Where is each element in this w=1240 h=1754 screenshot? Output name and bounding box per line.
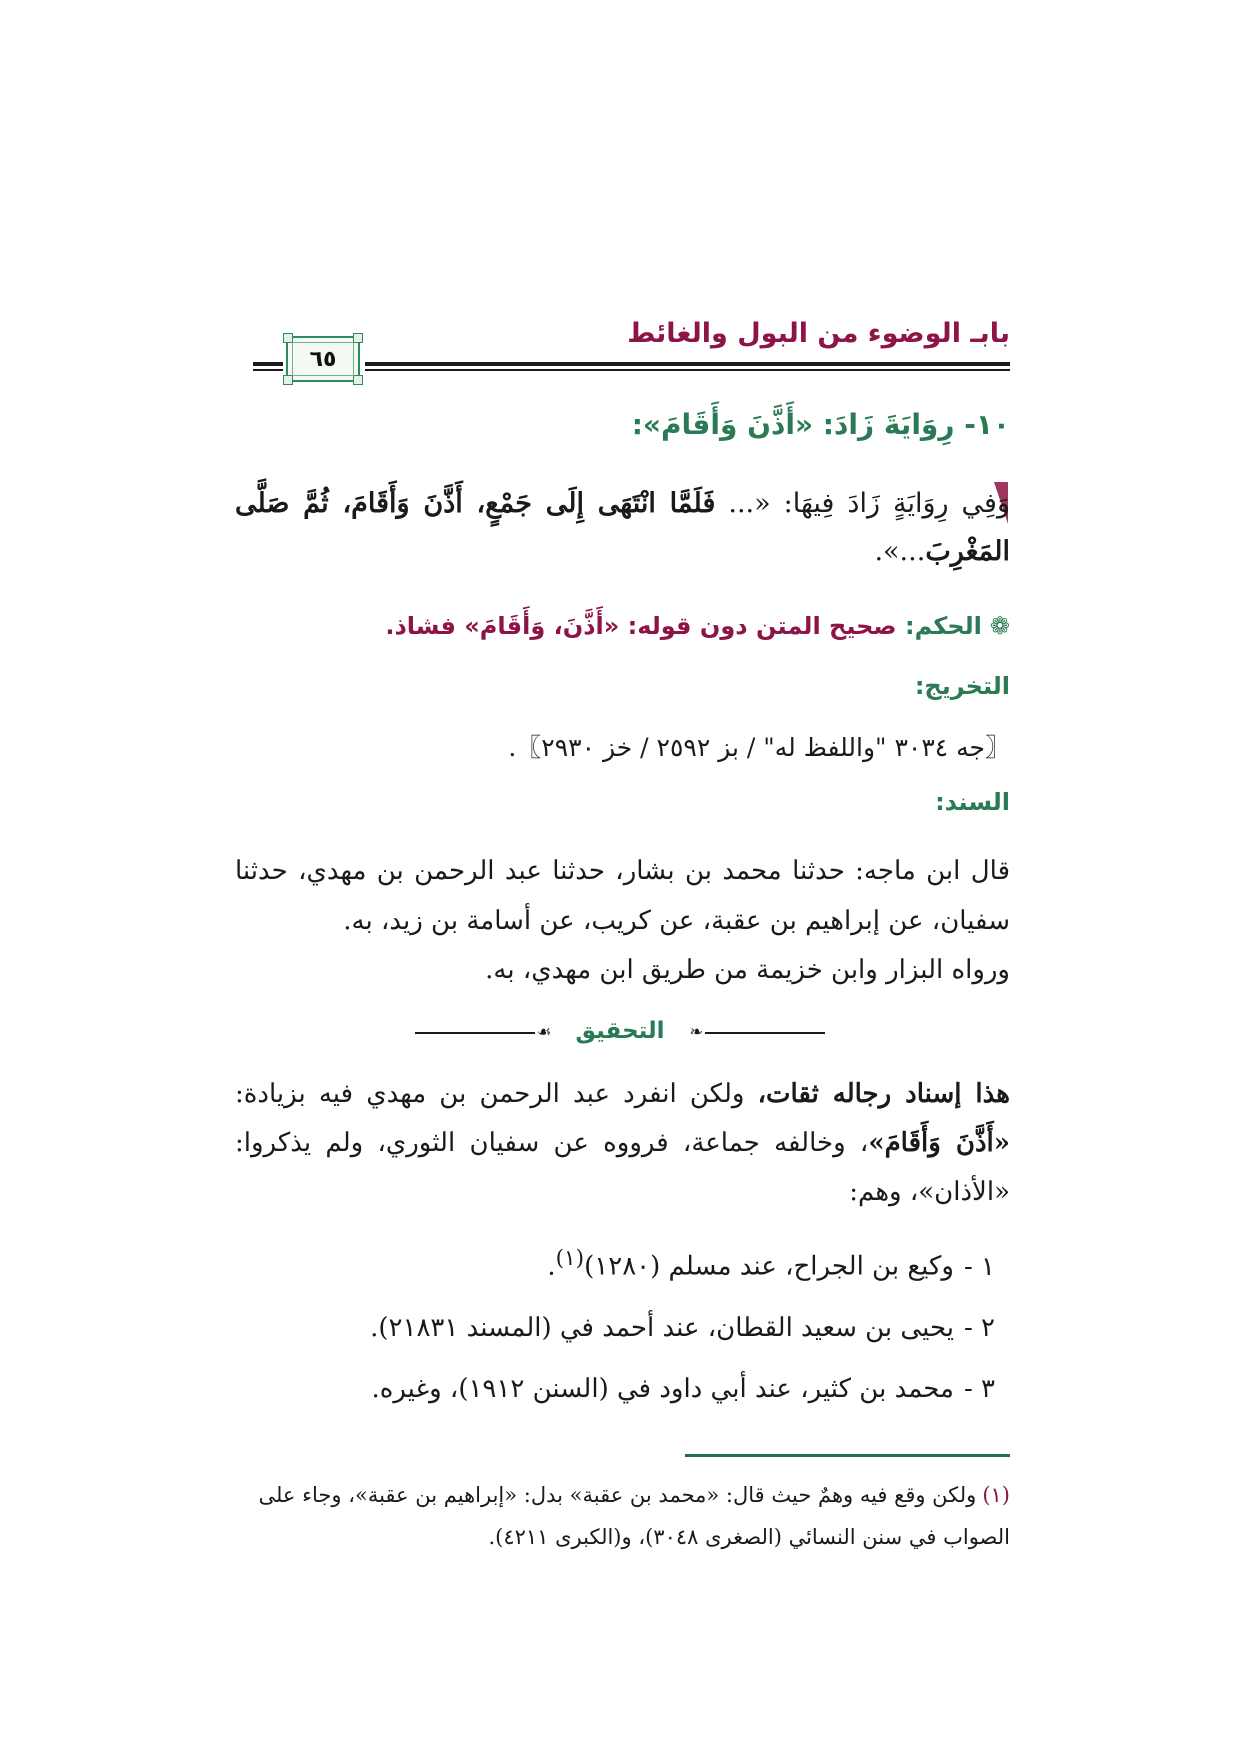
list-item-number: ١ - — [963, 1251, 995, 1282]
list-item-end: . — [547, 1251, 556, 1282]
footnote — [235, 1474, 1010, 1558]
section-title: ١٠- رِوَايَةَ زَادَ: «أَذَّنَ وَأَقَامَ»: — [631, 408, 1010, 441]
divider-rule — [415, 1032, 535, 1034]
narrators-list — [370, 1228, 995, 1420]
chapter-title: بابـ الوضوء من البول والغائط — [627, 318, 1010, 349]
tahqiq-paragraph — [235, 1070, 1010, 1217]
badge-frame — [292, 342, 354, 376]
page-number-badge — [286, 336, 360, 382]
list-item — [370, 1228, 995, 1298]
page-number: ٦٥ — [309, 346, 337, 372]
tahqiq-text-2: ، وخالفه جماعة، فرووه عن سفيان الثوري، ولم يذكروا: «الأذان»، وهم: — [235, 1128, 1010, 1207]
list-item-number: ٢ - — [963, 1312, 995, 1343]
list-item-number: ٣ - — [963, 1373, 995, 1404]
list-item-text: محمد بن كثير، عند أبي داود في (السنن ١٩١٢)، وغيره. — [371, 1373, 954, 1404]
header-rule-thin — [365, 369, 1010, 371]
ruling-label: الحكم: — [904, 612, 982, 640]
footnote-reference[interactable]: (١) — [555, 1246, 585, 1271]
divider-ornament-icon: ❧ — [689, 1022, 703, 1041]
flower-ornament-icon: ❁ — [989, 612, 1010, 640]
header-rule-left — [253, 362, 283, 366]
list-item — [370, 1298, 995, 1359]
footnote-separator — [685, 1454, 1010, 1457]
tahqiq-quote: «أَذَّنَ وَأَقَامَ» — [868, 1128, 1010, 1158]
hadith-narration — [235, 480, 1010, 576]
tahqiq-text-1: ولكن انفرد عبد الرحمن بن مهدي فيه بزيادة: — [235, 1079, 758, 1109]
badge-corner-ornament — [353, 375, 363, 385]
narration-end: ...». — [874, 536, 926, 567]
sanad-label: السند: — [935, 788, 1010, 816]
badge-corner-ornament — [353, 333, 363, 343]
footnote-text: ولكن وقع فيه وهمٌ حيث قال: «محمد بن عقبة» بدل: «إبراهيم بن عقبة»، وجاء على الصواب في سنن النسائي (الصغرى ٣٠٤٨)، و(الكبرى ٤٢١١). — [258, 1483, 1010, 1549]
list-item-text: يحيى بن سعيد القطان، عند أحمد في (المسند ٢١٨٣١). — [370, 1312, 954, 1343]
takhrij-references: 〖جه ٣٠٣٤ "واللفظ له" / بز ٢٥٩٢ / خز ٢٩٣٠〗. — [508, 733, 1010, 762]
takhrij-label: التخريج: — [914, 672, 1010, 700]
tahqiq-divider — [415, 1018, 825, 1048]
list-item — [370, 1359, 995, 1420]
page-header — [253, 318, 1010, 388]
ruling-line — [385, 612, 1010, 640]
header-rule — [365, 362, 1010, 366]
narration-intro: وَفِي رِوَايَةٍ زَادَ فِيهَا: «... — [715, 488, 1010, 519]
also-narrated-text: ورواه البزار وابن خزيمة من طريق ابن مهدي، به. — [485, 955, 1010, 985]
ruling-text: صحيح المتن دون قوله: «أَذَّنَ، وَأَقَامَ» فشاذ. — [385, 612, 897, 640]
footnote-number: (١) — [982, 1483, 1010, 1507]
divider-ornament-icon: ☙ — [537, 1022, 552, 1041]
header-rule-left-thin — [253, 369, 283, 371]
sanad-text: قال ابن ماجه: حدثنا محمد بن بشار، حدثنا عبد الرحمن بن مهدي، حدثنا سفيان، عن إبراهيم بن عقبة، عن كريب، عن أسامة بن زيد، به. — [235, 856, 1010, 936]
badge-corner-ornament — [283, 375, 293, 385]
tahqiq-lead: هذا إسناد رجاله ثقات، — [757, 1079, 1010, 1109]
narration-matn: فَلَمَّا انْتَهَى إِلَى جَمْعٍ، أَذَّنَ وَأَقَامَ، ثُمَّ صَلَّى المَغْرِبَ — [235, 488, 1010, 567]
tahqiq-heading: التحقيق — [575, 1018, 665, 1044]
list-item-text: وكيع بن الجراح، عند مسلم (١٢٨٠) — [584, 1251, 954, 1282]
